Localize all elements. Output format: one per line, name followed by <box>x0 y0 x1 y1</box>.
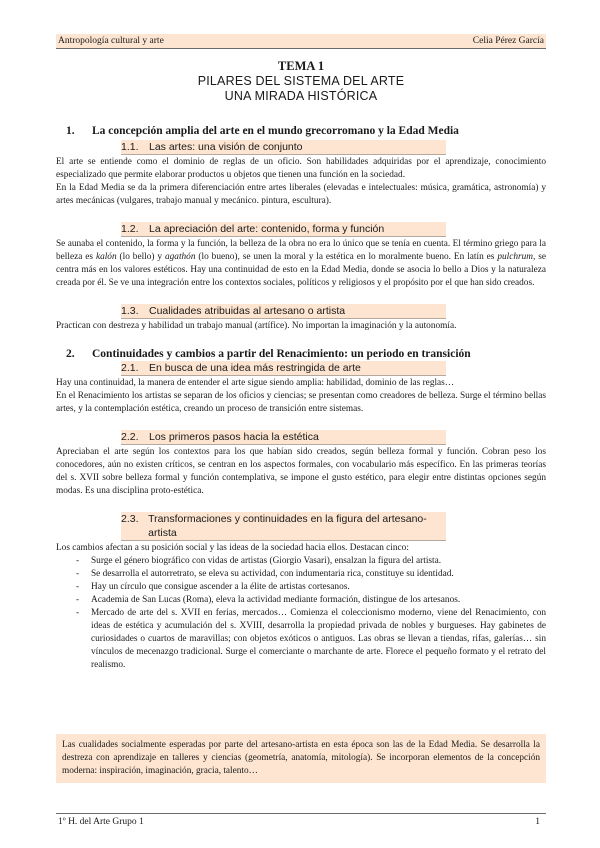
footer-group: 1º H. del Arte Grupo 1 <box>58 817 144 827</box>
bullet-list <box>56 555 546 672</box>
paragraph: Apreciaban el arte según los contextos para los que habían sido creados, según belleza formal y función. Cobran peso los conocedores, aún no existen críticos, se centran en los aspectos formales, con vocabulario más específico. En las primeras teorías del s. XVII sobre belleza formal y función contemplativa, se impone el gusto estético, para elegir entre distintas opciones según modas. Es una disciplina proto-estética. <box>56 447 546 496</box>
paragraph: Hay una continuidad, la manera de entender el arte sigue siendo amplia: habilidad, dominio de las reglas… <box>56 378 455 388</box>
subsection-heading-2-1 <box>121 361 446 376</box>
paragraph: Los cambios afectan a su posición social y las ideas de la sociedad hacia ellos. Destacan cinco: <box>56 543 409 553</box>
section-title: Continuidades y cambios a partir del Renacimiento: un periodo en transición <box>92 348 471 360</box>
section-number: 2. <box>66 348 75 360</box>
list-item: - Mercado de arte del s. XVII en ferias, mercados… Comienza el coleccionismo moderno, viene del Renacimiento, con ideas de estética y acumulación del s. XVIII, desarrolla la propiedad privada de nobles y burgueses. Hay gabinetes de curiosidades o cuartos de maravillas; con objetos exóticos o antiguos. Las obras se llevan a tiendas, rifas, galerías… sin vínculos de mecenazgo tradicional. Surge el comerciante o marchante de arte. Florece el pequeño formato y el retrato del realismo. <box>76 607 546 672</box>
page-footer <box>56 813 546 828</box>
paragraph <box>56 238 546 290</box>
subsection-title: Los primeros pasos hacia la estética <box>149 431 319 443</box>
subsection-number: 1.2. <box>121 223 139 235</box>
paragraph: En el Renacimiento los artistas se separan de los oficios y ciencias; se presentan como creadores de belleza. Surge el término bellas artes, y la contemplación estética, creando un proceso de transición entre sistemas. <box>56 391 546 414</box>
subsection-heading-1-2 <box>121 222 446 237</box>
main-title-line1: PILARES DEL SISTEMA DEL ARTE <box>197 74 405 88</box>
section-title: La concepción amplia del arte en el mundo grecorromano y la Edad Media <box>92 125 459 137</box>
main-title-line2: UNA MIRADA HISTÓRICA <box>224 89 378 103</box>
section-number: 1. <box>66 125 75 137</box>
subsection-number: 2.3. <box>121 513 139 525</box>
subsection-heading-2-3 <box>121 512 446 541</box>
paragraph: El arte se entiende como el dominio de reglas de un oficio. Son habilidades adquiridas por el aprendizaje, conocimiento especializado que permite elaborar productos u objetos que tienen una función en la sociedad. <box>56 157 546 180</box>
section-heading-2 <box>56 347 546 361</box>
term-kalon: kalón <box>95 252 117 262</box>
header-course: Antropología cultural y arte <box>58 36 164 46</box>
list-item: - Academia de San Lucas (Roma), eleva la actividad mediante formación, distingue de los artesanos. <box>76 594 546 607</box>
paragraph: En la Edad Media se da la primera diferenciación entre artes liberales (elevadas e intelectuales: música, gramática, astronomía) y artes mecánicas (vulgares, trabajo manual y mecánico. pintura, escultura). <box>56 183 546 206</box>
header-author: Celia Pérez García <box>472 36 544 46</box>
subsection-number: 2.1. <box>121 362 139 374</box>
subsection-title: Cualidades atribuidas al artesano o artista <box>149 305 346 317</box>
list-item: - Se desarrolla el autorretrato, se eleva su actividad, con indumentaria rica, constituye su identidad. <box>76 568 546 581</box>
paragraph: Practican con destreza y habilidad un trabajo manual (artífice). No importan la imaginación y la autonomía. <box>56 321 457 331</box>
text-run: (lo bello) y <box>116 252 165 262</box>
subsection-title: En busca de una idea más restringida de arte <box>149 362 361 374</box>
tema-title: TEMA 1 <box>277 59 325 73</box>
page-header <box>56 34 546 49</box>
summary-callout: Las cualidades socialmente esperadas por parte del artesano-artista en esta época son las de la Edad Media. Se desarrolla la destreza con aprendizaje en talleres y ciencias (geometría, anatomía, mitología). Se incorporan elementos de la concepción moderna: inspiración, imaginación, gracia, talento… <box>56 734 546 783</box>
subsection-title: La apreciación del arte: contenido, forma y función <box>149 223 385 235</box>
subsection-heading-1-3 <box>121 304 446 319</box>
subsection-number: 1.3. <box>121 305 139 317</box>
term-agathon: agathón <box>165 252 196 262</box>
subsection-heading-2-2 <box>121 430 446 445</box>
subsection-heading-1-1 <box>121 140 446 155</box>
subsection-title: Transformaciones y continuidades en la figura del artesano-artista <box>148 513 427 539</box>
text-run: (lo bueno), se unen la moral y la estética en lo moralmente bueno. En latín es <box>195 252 498 262</box>
page-number: 1 <box>535 817 540 827</box>
title-block <box>56 58 546 104</box>
list-item: - Surge el género biográfico con vidas de artistas (Giorgio Vasari), ensalzan la figura del artista. <box>76 555 546 568</box>
subsection-title: Las artes: una visión de conjunto <box>149 141 303 153</box>
text-run: Se aunaba el contenido, la forma y la función, la belleza de la obra no era lo único que se tenía en cuenta. El término griego para la belleza es <box>56 239 546 262</box>
text-run: , se centra más en los valores estéticos. Hay una continuidad de esto en la Edad Media, donde se asocia lo bello a Dios y la naturaleza creada por él. Se ve una integración entre los contextos sociales, políticos y religiosos y el propósito por el que han sido creados. <box>56 252 546 288</box>
subsection-number: 2.2. <box>121 431 139 443</box>
document-content <box>56 124 546 672</box>
term-pulchrum: pulchrum <box>497 252 533 262</box>
subsection-number: 1.1. <box>121 141 139 153</box>
section-heading-1 <box>56 124 546 138</box>
list-item: - Hay un círculo que consigue ascender a la élite de artistas cortesanos. <box>76 581 546 594</box>
